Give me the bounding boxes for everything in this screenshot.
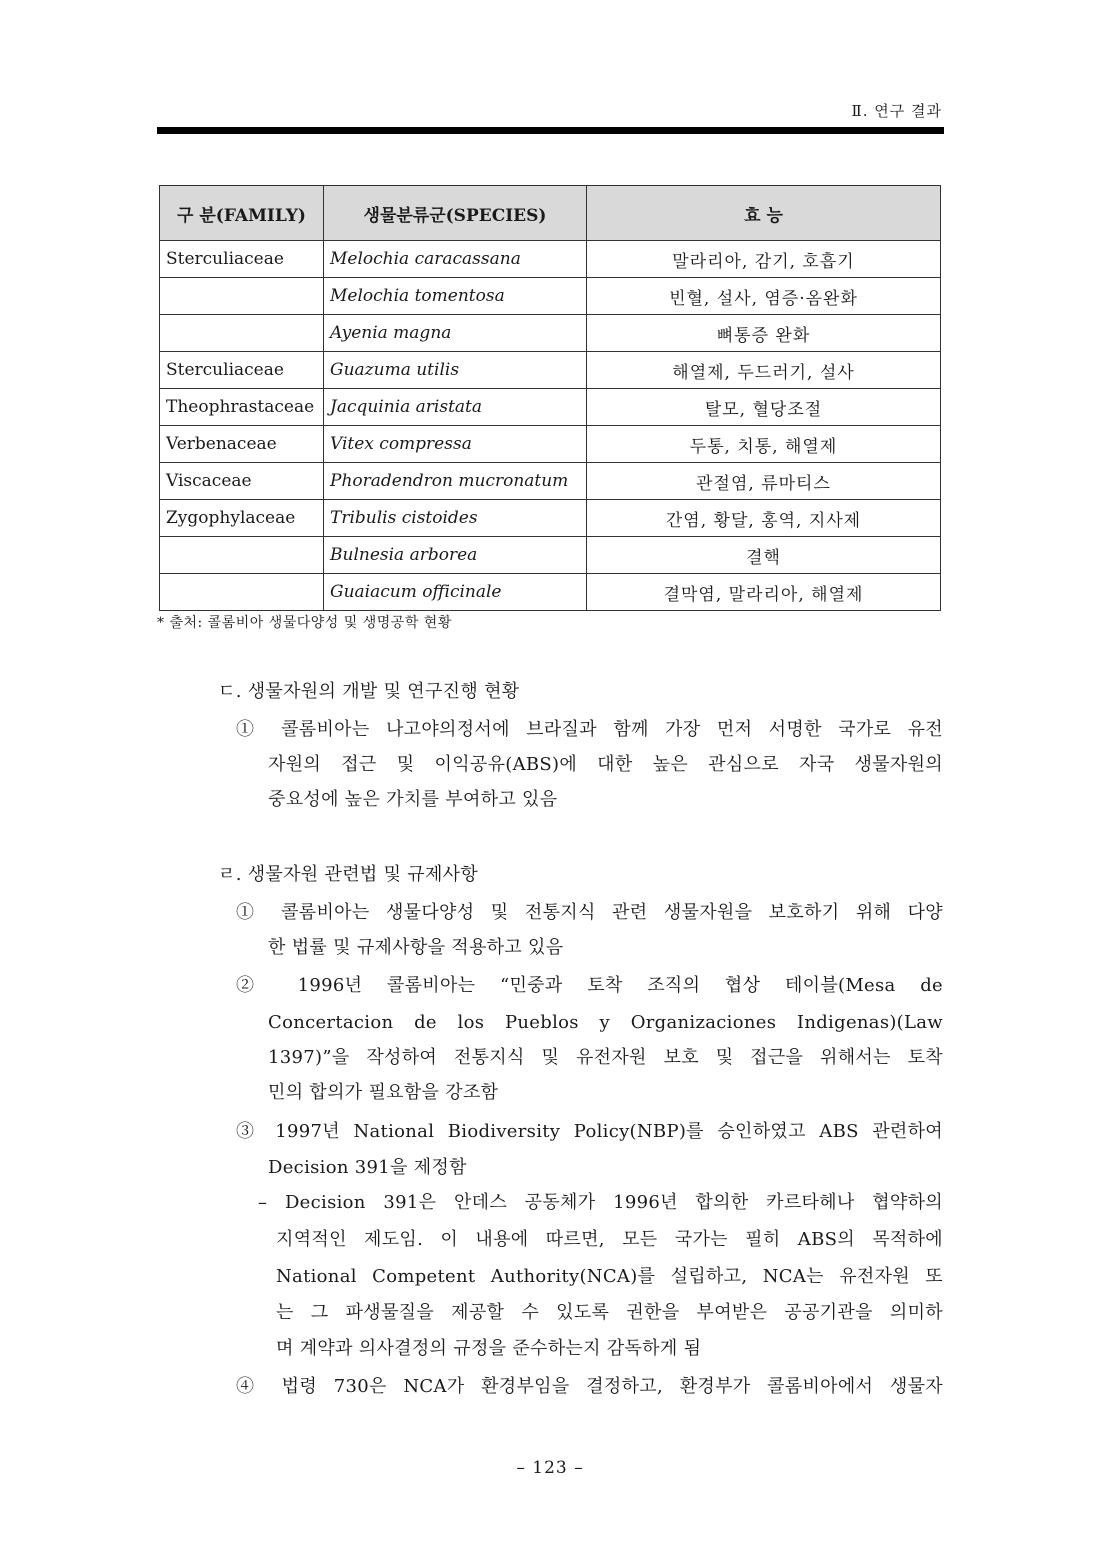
species-cell: Melochia caracassana (324, 241, 587, 278)
paragraph-line: 1397)”을 작성하여 전통지식 및 유전자원 보호 및 접근을 위해서는 토착 (268, 1047, 943, 1068)
family-cell: Sterculiaceae (160, 241, 324, 278)
effect-cell: 두통, 치통, 해열제 (587, 426, 941, 463)
table-row (160, 278, 941, 315)
species-cell: Bulnesia arborea (324, 537, 587, 574)
family-cell (160, 315, 324, 352)
effect-cell: 말라리아, 감기, 호흡기 (587, 241, 941, 278)
family-cell (160, 278, 324, 315)
paragraph-line: ① 콜롬비아는 생물다양성 및 전통지식 관련 생물자원을 보호하기 위해 다양 (236, 902, 943, 923)
header-effect: 효 능 (587, 186, 941, 241)
sub-paragraph-line: – Decision 391은 안데스 공동체가 1996년 합의한 카르타헤나 협약하의 (258, 1192, 943, 1213)
paragraph-line: Concertacion de los Pueblos y Organizaciones Indigenas)(Law (268, 1012, 943, 1033)
sub-paragraph-line: National Competent Authority(NCA)를 설립하고, NCA는 유전자원 또 (276, 1266, 943, 1287)
family-cell: Theophrastaceae (160, 389, 324, 426)
table-row (160, 537, 941, 574)
species-cell: Tribulis cistoides (324, 500, 587, 537)
sub-paragraph-line: 는 그 파생물질을 제공할 수 있도록 권한을 부여받은 공공기관을 의미하 (276, 1302, 943, 1323)
effect-cell: 결핵 (587, 537, 941, 574)
effect-cell: 관절염, 류마티스 (587, 463, 941, 500)
effect-cell: 탈모, 혈당조절 (587, 389, 941, 426)
sub-paragraph-line: 며 계약과 의사결정의 규정을 준수하는지 감독하게 됨 (276, 1338, 702, 1359)
species-table (159, 185, 941, 611)
paragraph-line: Decision 391을 제정함 (268, 1157, 467, 1178)
species-cell: Vitex compressa (324, 426, 587, 463)
paragraph-line: ③ 1997년 National Biodiversity Policy(NBP)를 승인하였고 ABS 관련하여 (236, 1121, 943, 1142)
species-cell: Phoradendron mucronatum (324, 463, 587, 500)
header-family: 구 분(FAMILY) (160, 186, 324, 241)
table-row (160, 241, 941, 278)
family-cell: Sterculiaceae (160, 352, 324, 389)
species-cell: Jacquinia aristata (324, 389, 587, 426)
table-row (160, 315, 941, 352)
header-rule (157, 127, 944, 134)
table-source-note: * 출처: 콜롬비아 생물다양성 및 생명공학 현황 (157, 615, 452, 631)
species-cell: Guazuma utilis (324, 352, 587, 389)
family-cell: Zygophylaceae (160, 500, 324, 537)
header-species: 생물분류군(SPECIES) (324, 186, 587, 241)
paragraph-line: ① 콜롬비아는 나고야의정서에 브라질과 함께 가장 먼저 서명한 국가로 유전 (236, 719, 943, 740)
effect-cell: 뼈통증 완화 (587, 315, 941, 352)
effect-cell: 간염, 황달, 홍역, 지사제 (587, 500, 941, 537)
effect-cell: 빈혈, 설사, 염증·옴완화 (587, 278, 941, 315)
sub-paragraph-line: 지역적인 제도임. 이 내용에 따르면, 모든 국가는 필히 ABS의 목적하에 (276, 1229, 943, 1250)
effect-cell: 해열제, 두드러기, 설사 (587, 352, 941, 389)
family-cell (160, 537, 324, 574)
paragraph-line: 자원의 접근 및 이익공유(ABS)에 대한 높은 관심으로 자국 생물자원의 (268, 754, 943, 775)
effect-cell: 결막염, 말라리아, 해열제 (587, 574, 941, 611)
table-row (160, 352, 941, 389)
species-cell: Ayenia magna (324, 315, 587, 352)
paragraph-line: 한 법률 및 규제사항을 적용하고 있음 (268, 937, 564, 958)
section-heading-regulation: ㄹ. 생물자원 관련법 및 규제사항 (218, 864, 479, 885)
table-row (160, 426, 941, 463)
paragraph-line: 민의 합의가 필요함을 강조함 (268, 1082, 499, 1103)
running-header: Ⅱ. 연구 결과 (851, 102, 942, 120)
family-cell: Verbenaceae (160, 426, 324, 463)
table-row (160, 500, 941, 537)
family-cell: Viscaceae (160, 463, 324, 500)
section-heading-development: ㄷ. 생물자원의 개발 및 연구진행 현황 (218, 681, 520, 702)
paragraph-line: ④ 법령 730은 NCA가 환경부임을 결정하고, 환경부가 콜롬비아에서 생물자 (236, 1376, 943, 1397)
paragraph-line: ② 1996년 콜롬비아는 “민중과 토착 조직의 협상 테이블(Mesa de (236, 975, 943, 996)
table-row (160, 574, 941, 611)
family-cell (160, 574, 324, 611)
page-number: – 123 – (516, 1458, 584, 1478)
species-cell: Melochia tomentosa (324, 278, 587, 315)
table-row (160, 389, 941, 426)
table-row (160, 463, 941, 500)
species-cell: Guaiacum officinale (324, 574, 587, 611)
table-header-row (160, 186, 941, 241)
paragraph-line: 중요성에 높은 가치를 부여하고 있음 (268, 789, 558, 810)
